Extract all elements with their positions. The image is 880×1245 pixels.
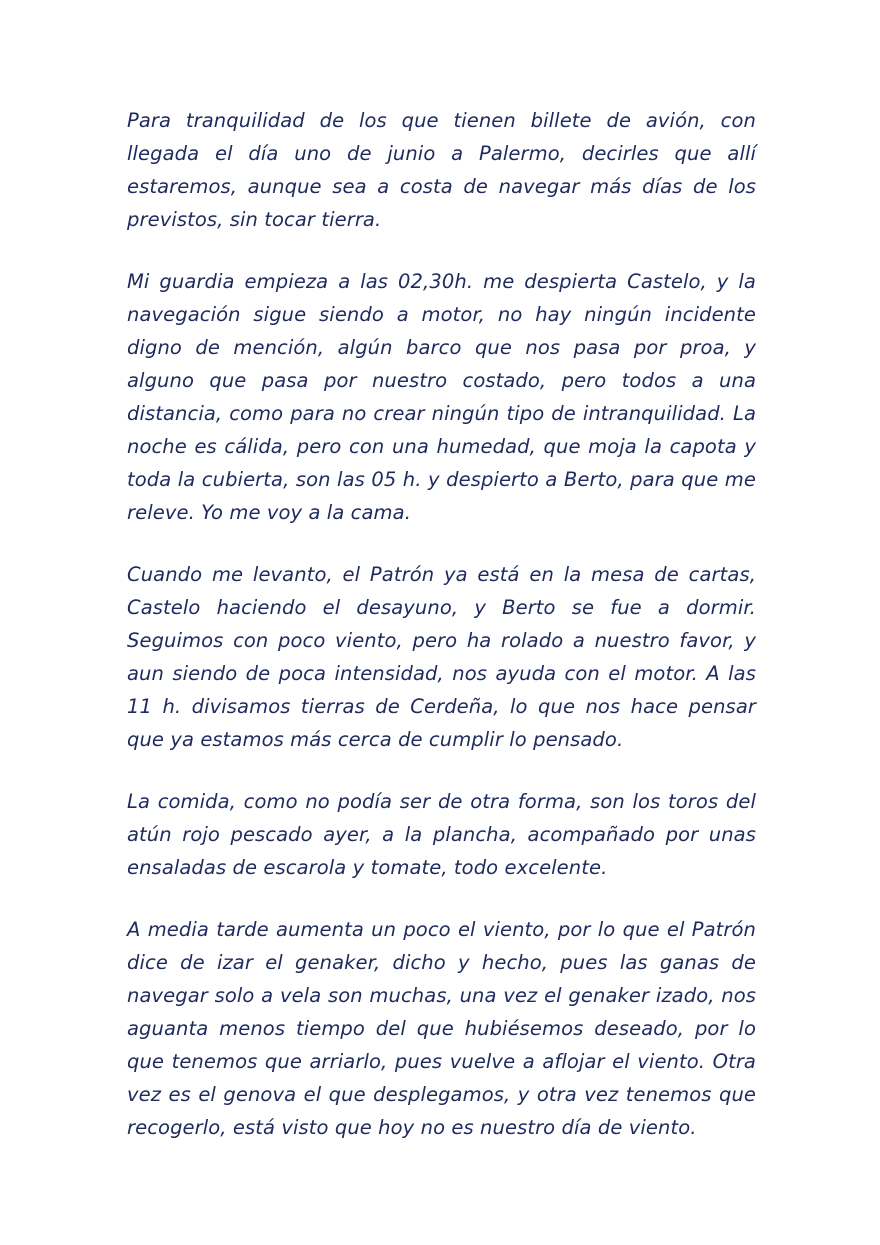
paragraph-1: Para tranquilidad de los que tienen billete de avión, con llegada el día uno de junio a Palermo, decirles que allí estaremos, aunque sea a costa de navegar más días de los previstos, sin tocar tierra. <box>127 109 756 231</box>
document-body <box>127 104 756 1144</box>
paragraph-4: La comida, como no podía ser de otra forma, son los toros del atún rojo pescado ayer, a la plancha, acompañado por unas ensaladas de escarola y tomate, todo excelente. <box>127 790 756 879</box>
paragraph-3: Cuando me levanto, el Patrón ya está en la mesa de cartas, Castelo haciendo el desayuno, y Berto se fue a dormir. Seguimos con poco viento, pero ha rolado a nuestro favor, y aun siendo de poca intensidad, nos ayuda con el motor. A las 11 h. divisamos tierras de Cerdeña, lo que nos hace pensar que ya estamos más cerca de cumplir lo pensado. <box>127 563 756 751</box>
paragraph-5: A media tarde aumenta un poco el viento, por lo que el Patrón dice de izar el genaker, dicho y hecho, pues las ganas de navegar solo a vela son muchas, una vez el genaker izado, nos aguanta menos tiempo del que hubiésemos deseado, por lo que tenemos que arriarlo, pues vuelve a aflojar el viento. Otra vez es el genova el que desplegamos, y otra vez tenemos que recogerlo, está visto que hoy no es nuestro día de viento. <box>127 918 756 1139</box>
paragraph-2: Mi guardia empieza a las 02,30h. me despierta Castelo, y la navegación sigue siendo a motor, no hay ningún incidente digno de mención, algún barco que nos pasa por proa, y alguno que pasa por nuestro costado, pero todos a una distancia, como para no crear ningún tipo de intranquilidad. La noche es cálida, pero con una humedad, que moja la capota y toda la cubierta, son las 05 h. y despierto a Berto, para que me releve. Yo me voy a la cama. <box>127 270 756 524</box>
